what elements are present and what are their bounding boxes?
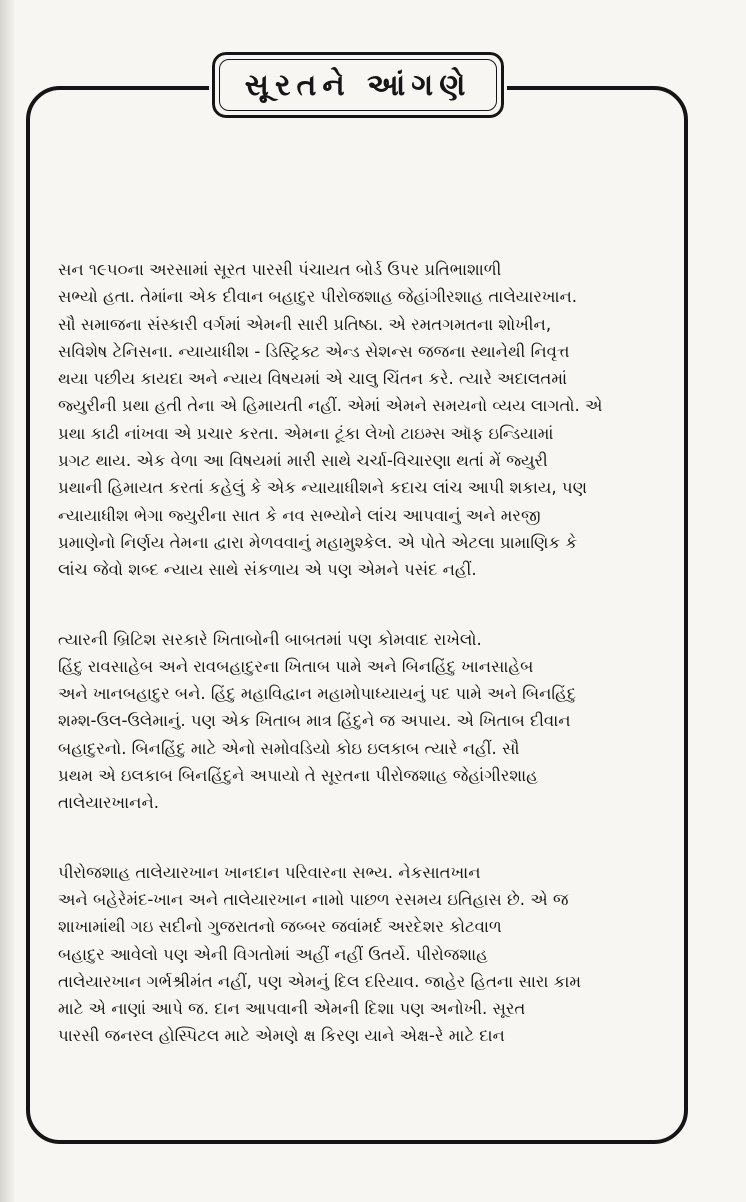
paragraph-3 xyxy=(58,859,678,1050)
text-line: પ્રમાણેનો નિર્ણય તેમના દ્વારા મેળવવાનું મહામુશ્કેલ. એ પોતે એટલા પ્રામાણિક કે xyxy=(58,532,577,552)
text-line: ન્યાયાધીશ ભેગા જ્યુરીના સાત કે નવ સભ્યોને લાંચ આપવાનું અને મરજી xyxy=(58,505,541,525)
body-text xyxy=(58,256,678,1092)
text-line: હિંદુ રાવસાહેબ અને રાવબહાદુરના ખિતાબ પામે અને બિનહિંદુ ખાનસાહેબ xyxy=(58,656,534,676)
text-line: શમ્શ-ઉલ-ઉલેમાનું. પણ એક ખિતાબ માત્ર હિંદુને જ અપાય. એ ખિતાબ દીવાન xyxy=(58,711,571,731)
text-line: માટે એ નાણાં આપે જ. દાન આપવાની એમની દિશા પણ અનોખી. સૂરત xyxy=(58,999,526,1019)
text-line: પ્રથાની હિમાયત કરતાં કહેલું કે એક ન્યાયાધીશને કદાચ લાંચ આપી શકાય, પણ xyxy=(58,478,587,498)
paragraph-2 xyxy=(58,626,678,817)
text-line: તાલેયારખાનને. xyxy=(58,793,159,813)
page-edge-shadow xyxy=(0,0,14,1202)
text-line: સવિશેષ ટેનિસના. ન્યાયાધીશ - ડિસ્ટ્રિક્ટ એન્ડ સેશન્સ જજના સ્થાનેથી નિવૃત્ત xyxy=(58,341,570,361)
text-line: પારસી જનરલ હોસ્પિટલ માટે એમણે ક્ષ કિરણ યાને એક્ષ-રે માટે દાન xyxy=(58,1026,505,1046)
text-line: પ્રથમ એ ઇલકાબ બિનહિંદુને અપાયો તે સૂરતના પીરોજશાહ જેહાંગીરશાહ xyxy=(58,766,538,786)
text-line: સૌ સમાજના સંસ્કારી વર્ગમાં એમની સારી પ્રતિષ્ઠા. એ રમતગમતના શોખીન, xyxy=(58,314,552,334)
text-line: તાલેયારખાન ગર્ભશ્રીમંત નહીં, પણ એમનું દિલ દરિયાવ. જાહેર હિતના સારા કામ xyxy=(58,971,582,991)
text-line: પ્રગટ થાય. એક વેળા આ વિષયમાં મારી સાથે ચર્ચા-વિચારણા થતાં મેં જ્યુરી xyxy=(58,451,548,471)
paragraph-1 xyxy=(58,256,678,584)
title-box xyxy=(212,52,504,118)
text-line: સભ્યો હતા. તેમાંના એક દીવાન બહાદુર પીરોજશાહ જેહાંગીરશાહ તાલેયારખાન. xyxy=(58,287,578,307)
chapter-title: સૂરતને આંગણે xyxy=(244,67,472,103)
text-line: બહાદુરનો. બિનહિંદુ માટે એનો સમોવડિયો કોઇ ઇલકાબ ત્યારે નહીં. સૌ xyxy=(58,738,520,758)
text-line: ત્યારની બ્રિટિશ સરકારે ખિતાબોની બાબતમાં પણ કોમવાદ રાખેલો. xyxy=(58,629,482,649)
text-line: સન ૧૯૫૦ના અરસામાં સૂરત પારસી પંચાયત બોર્ડ ઉપર પ્રતિભાશાળી xyxy=(58,260,502,279)
text-line: બહાદુર આવેલો પણ એની વિગતોમાં અહીં નહીં ઉતર્યે. પીરોજશાહ xyxy=(58,944,488,964)
text-line: જ્યુરીની પ્રથા હતી તેના એ હિમાયતી નહીં. એમાં એમને સમયનો વ્યય લાગતો. એ xyxy=(58,396,603,416)
text-line: શાખામાંથી ગઇ સદીનો ગુજરાતનો જબ્બર જવાંમર્દ અરદેશર કોટવાળ xyxy=(58,917,502,937)
text-line: લાંચ જેવો શબ્દ ન્યાય સાથે સંકળાય એ પણ એમને પસંદ નહીં. xyxy=(58,560,477,580)
text-line: અને બહેરેમંદ-ખાન અને તાલેયારખાન નામો પાછળ રસમય ઇતિહાસ છે. એ જ xyxy=(58,889,569,909)
text-line: પ્રથા કાઢી નાંખવા એ પ્રચાર કરતા. એમના ટૂંકા લેખો ટાઇમ્સ ઑફ ઇન્ડિયામાં xyxy=(58,423,554,443)
text-line: થયા પછીય કાયદા અને ન્યાય વિષયમાં એ ચાલુ ચિંતન કરે. ત્યારે અદાલતમાં xyxy=(58,369,568,389)
text-line: અને ખાનબહાદુર બને. હિંદુ મહાવિદ્વાન મહામોપાધ્યાયનું પદ પામે અને બિનહિંદુ xyxy=(58,684,577,704)
text-line: પીરોજશાહ તાલેયારખાન ખાનદાન પરિવારના સભ્ય. નેકસાતખાન xyxy=(58,862,481,882)
